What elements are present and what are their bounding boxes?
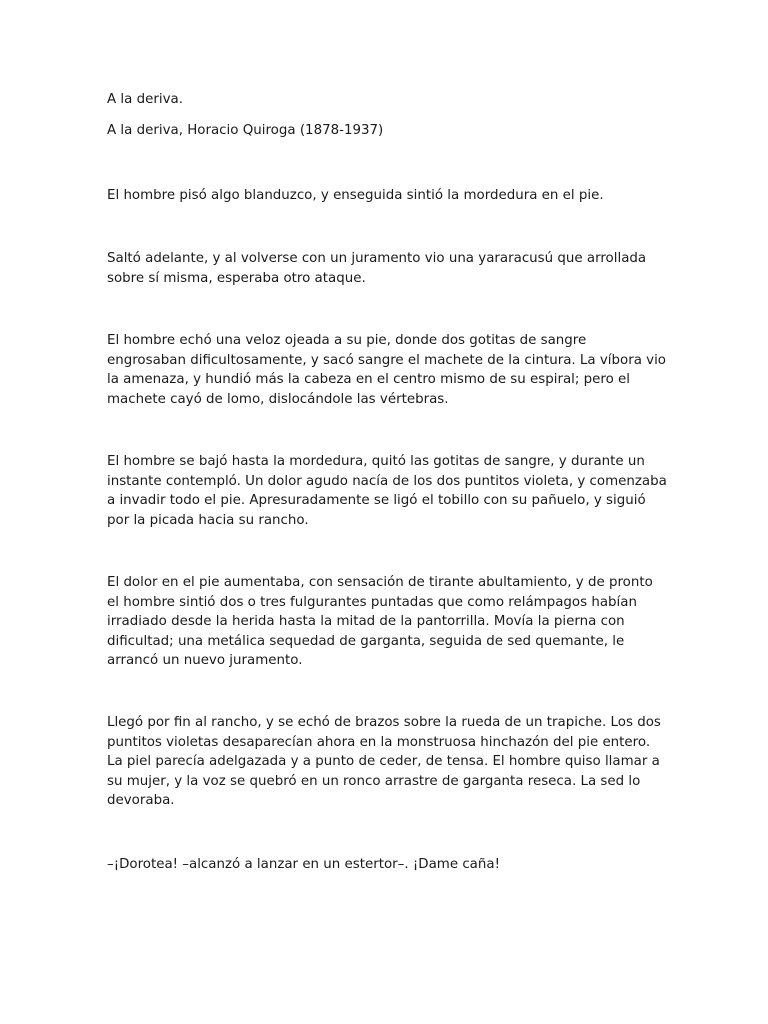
paragraph: Llegó por fin al rancho, y se echó de brazos sobre la rueda de un trapiche. Los dos puntitos violetas desaparecían ahora en la monstruosa hinchazón del pie entero. La piel parecía adelgazada y a punto de ceder, de tensa. El hombre quiso llamar a su mujer, y la voz se quebró en un ronco arrastre de garganta reseca. La sed lo devoraba. — [107, 715, 661, 808]
paragraph: El hombre se bajó hasta la mordedura, quitó las gotitas de sangre, y durante un instante contempló. Un dolor agudo nacía de los dos puntitos violeta, y comenzaba a invadir todo el pie. Apresuradamente se ligó el tobillo con su pañuelo, y siguió por la picada hacia su rancho. — [107, 454, 667, 528]
paragraph: El dolor en el pie aumentaba, con sensación de tirante abultamiento, y de pronto el hombre sintió dos o tres fulgurantes puntadas que como relámpagos habían irradiado desde la herida hasta la mitad de la pantorrilla. Movía la pierna con dificultad; una metálica sequedad de garganta, seguida de sed quemante, le arrancó un nuevo juramento. — [107, 575, 653, 668]
paragraph: El hombre pisó algo blanduzco, y enseguida sintió la mordedura en el pie. — [107, 188, 604, 203]
paragraph: –¡Dorotea! –alcanzó a lanzar en un estertor–. ¡Dame caña! — [107, 857, 500, 872]
document-subtitle: A la deriva, Horacio Quiroga (1878-1937) — [107, 123, 384, 138]
paragraph: El hombre echó una veloz ojeada a su pie, donde dos gotitas de sangre engrosaban dificultosamente, y sacó sangre el machete de la cintura. La víbora vio la amenaza, y hundió más la cabeza en el centro mismo de su espiral; pero el machete cayó de lomo, dislocándole las vértebras. — [107, 333, 666, 407]
document-title: A la deriva. — [107, 92, 183, 107]
paragraph: Saltó adelante, y al volverse con un juramento vio una yararacusú que arrollada sobre sí misma, esperaba otro ataque. — [107, 251, 647, 286]
